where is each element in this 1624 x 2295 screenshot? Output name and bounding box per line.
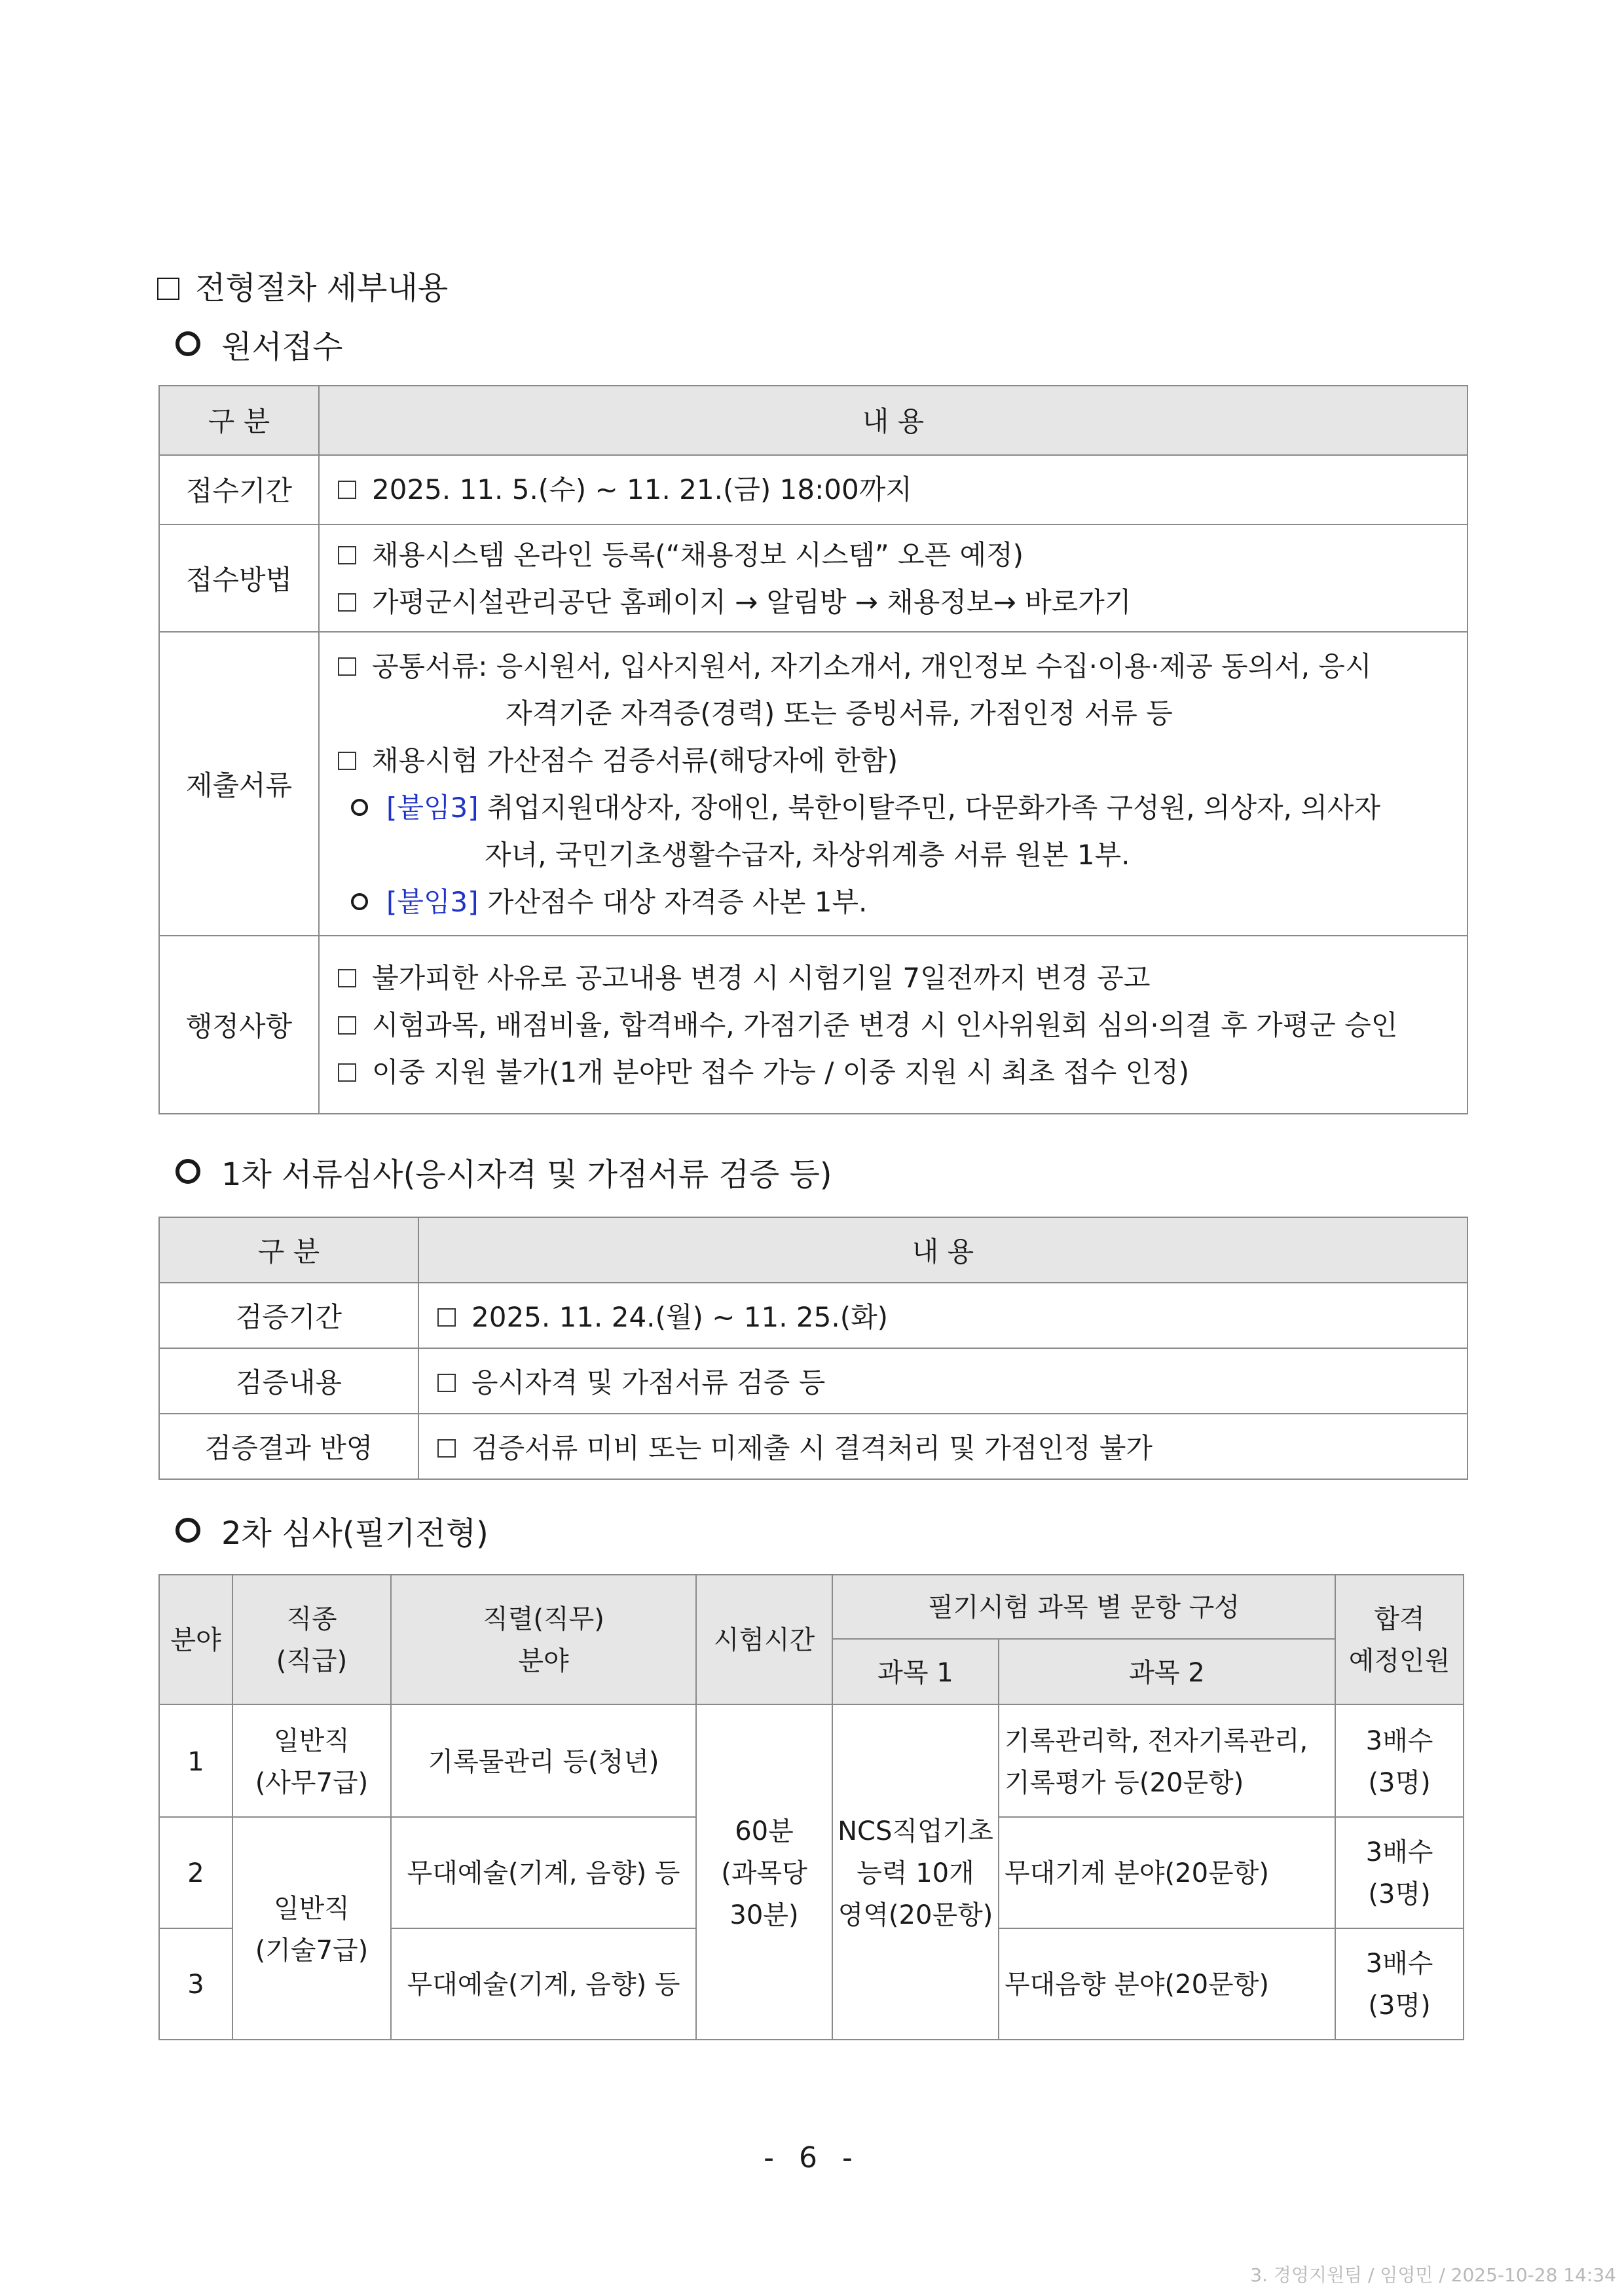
docs-line: 채용시험 가산점수 검증서류(해당자에 한함) — [372, 744, 898, 776]
job-line: (사무7급) — [255, 1766, 369, 1797]
screening-table — [158, 1217, 1468, 1480]
subject2-cell — [999, 1704, 1335, 1817]
pass-line: 3배수 — [1365, 1724, 1433, 1755]
table-header-row — [159, 1575, 1464, 1639]
header-time: 시험시간 — [696, 1575, 832, 1704]
row-content — [418, 1414, 1467, 1479]
header-subject2: 과목 2 — [999, 1639, 1335, 1704]
job-line: 일반직 — [274, 1724, 350, 1755]
series-cell: 무대예술(기계, 음향) 등 — [391, 1928, 696, 2040]
docs-line: 공통서류: 응시원서, 입사지원서, 자기소개서, 개인정보 수집·이용·제공 동의서, 응시 — [372, 650, 1372, 682]
table-header-row — [159, 1217, 1467, 1283]
table-row — [159, 1704, 1464, 1817]
row-content — [319, 524, 1467, 632]
pass-line: 3배수 — [1365, 1836, 1433, 1867]
field-number: 1 — [159, 1704, 232, 1817]
field-number: 3 — [159, 1928, 232, 2040]
subject1-cell — [832, 1704, 999, 2040]
checkbox-icon — [338, 968, 356, 987]
application-table — [158, 385, 1468, 1114]
row-label: 접수방법 — [159, 524, 319, 632]
attachment-ref: [붙임3] — [386, 792, 479, 823]
section-heading — [157, 268, 448, 308]
table-row — [159, 632, 1467, 936]
circle-bullet-icon — [175, 1159, 200, 1184]
section3-title-text: 2차 심사(필기전형) — [221, 1515, 489, 1552]
section3-title — [175, 1514, 489, 1553]
pass-cell — [1335, 1704, 1464, 1817]
footer-watermark: 3. 경영지원팀 / 임영민 / 2025-10-28 14:34 — [1250, 2266, 1616, 2286]
period-text: 2025. 11. 5.(수) ~ 11. 21.(금) 18:00까지 — [372, 474, 912, 505]
row-content — [319, 632, 1467, 936]
table-row — [159, 455, 1467, 524]
admin-line: 불가피한 사유로 공고내용 변경 시 시험기일 7일전까지 변경 공고 — [372, 962, 1151, 993]
docs-line: 자녀, 국민기초생활수급자, 차상위계층 서류 원본 1부. — [485, 839, 1130, 870]
row-text: 검증서류 미비 또는 미제출 시 결격처리 및 가점인정 불가 — [471, 1432, 1153, 1463]
job-cell — [232, 1817, 391, 2040]
header-pass — [1335, 1575, 1464, 1704]
job-line: 일반직 — [274, 1892, 350, 1923]
square-bullet-icon — [157, 278, 179, 300]
row-content — [418, 1283, 1467, 1348]
time-line: 60분 — [735, 1814, 794, 1846]
time-line: 30분) — [729, 1898, 799, 1930]
table-row — [159, 1283, 1467, 1348]
docs-line: 자격기준 자격증(경력) 또는 증빙서류, 가점인정 서류 등 — [506, 697, 1173, 729]
subject1-line: 영역(20문항) — [838, 1898, 993, 1930]
pass-line: (3명) — [1368, 1766, 1431, 1797]
pass-cell — [1335, 1928, 1464, 2040]
row-label: 행정사항 — [159, 936, 319, 1114]
row-text: 응시자격 및 가점서류 검증 등 — [471, 1367, 826, 1398]
series-cell: 무대예술(기계, 음향) 등 — [391, 1817, 696, 1928]
row-label: 검증내용 — [159, 1348, 418, 1414]
header-job — [232, 1575, 391, 1704]
admin-line: 이중 지원 불가(1개 분야만 접수 가능 / 이중 지원 시 최초 접수 인정) — [372, 1056, 1190, 1088]
subject1-line: 능력 10개 — [857, 1856, 974, 1888]
header-pass-line: 합격 — [1374, 1603, 1425, 1634]
table-row — [159, 1348, 1467, 1414]
checkbox-icon — [437, 1308, 456, 1326]
section2-title-text: 1차 서류심사(응시자격 및 가점서류 검증 등) — [221, 1156, 832, 1193]
page-number: - 6 - — [764, 2142, 860, 2175]
checkbox-icon — [338, 593, 356, 611]
checkbox-icon — [338, 1063, 356, 1081]
admin-line: 시험과목, 배점비율, 합격배수, 가점기준 변경 시 인사위원회 심의·의결 후 가평군 승인 — [372, 1009, 1398, 1040]
subject2-line: 기록관리학, 전자기록관리, — [1005, 1724, 1308, 1755]
method-line: 가평군시설관리공단 홈페이지 → 알림방 → 채용정보→ 바로가기 — [372, 586, 1132, 617]
series-cell: 기록물관리 등(청년) — [391, 1704, 696, 1817]
header-content: 내 용 — [319, 386, 1467, 455]
header-subjects: 필기시험 과목 별 문항 구성 — [832, 1575, 1335, 1639]
header-series-line: 분야 — [518, 1645, 569, 1676]
row-label: 접수기간 — [159, 455, 319, 524]
table-row — [159, 936, 1467, 1114]
field-number: 2 — [159, 1817, 232, 1928]
row-label: 검증결과 반영 — [159, 1414, 418, 1479]
header-series-line: 직렬(직무) — [483, 1603, 604, 1634]
checkbox-icon — [338, 1016, 356, 1034]
row-content — [418, 1348, 1467, 1414]
header-category: 구 분 — [159, 386, 319, 455]
row-text: 2025. 11. 24.(월) ~ 11. 25.(화) — [471, 1301, 889, 1332]
header-content: 내 용 — [418, 1217, 1467, 1283]
exam-time-cell — [696, 1704, 832, 2040]
job-line: (기술7급) — [255, 1934, 369, 1965]
attachment-ref: [붙임3] — [386, 886, 479, 917]
pass-line: (3명) — [1368, 1878, 1431, 1909]
checkbox-icon — [437, 1373, 456, 1391]
job-cell — [232, 1704, 391, 1817]
subject2-cell: 무대음향 분야(20문항) — [999, 1928, 1335, 2040]
header-series — [391, 1575, 696, 1704]
table-row — [159, 1414, 1467, 1479]
pass-line: 3배수 — [1365, 1947, 1433, 1979]
table-row — [159, 524, 1467, 632]
header-job-line: 직종 — [286, 1603, 337, 1634]
checkbox-icon — [338, 481, 356, 499]
checkbox-icon — [338, 657, 356, 675]
section2-title — [175, 1155, 832, 1194]
checkbox-icon — [338, 545, 356, 564]
circle-bullet-icon — [351, 798, 368, 815]
row-content — [319, 936, 1467, 1114]
written-exam-table — [158, 1574, 1464, 2040]
header-field: 분야 — [159, 1575, 232, 1704]
time-line: (과목당 — [721, 1856, 807, 1888]
row-label: 검증기간 — [159, 1283, 418, 1348]
docs-line: 취업지원대상자, 장애인, 북한이탈주민, 다문화가족 구성원, 의상자, 의사자 — [487, 792, 1381, 823]
pass-cell — [1335, 1817, 1464, 1928]
section1-title — [175, 327, 343, 367]
checkbox-icon — [338, 751, 356, 769]
circle-bullet-icon — [351, 892, 368, 909]
header-subject1: 과목 1 — [832, 1639, 999, 1704]
row-content — [319, 455, 1467, 524]
subject2-line: 기록평가 등(20문항) — [1005, 1766, 1244, 1797]
row-label: 제출서류 — [159, 632, 319, 936]
pass-line: (3명) — [1368, 1989, 1431, 2021]
header-job-line: (직급) — [276, 1645, 348, 1676]
subject1-line: NCS직업기초 — [838, 1814, 993, 1846]
method-line: 채용시스템 온라인 등록(“채용정보 시스템” 오픈 예정) — [372, 539, 1024, 570]
docs-line: 가산점수 대상 자격증 사본 1부. — [487, 886, 868, 917]
circle-bullet-icon — [175, 331, 200, 356]
table-header-row — [159, 386, 1467, 455]
circle-bullet-icon — [175, 1518, 200, 1543]
header-category: 구 분 — [159, 1217, 418, 1283]
checkbox-icon — [437, 1439, 456, 1457]
section1-title-text: 원서접수 — [221, 329, 343, 365]
subject2-cell: 무대기계 분야(20문항) — [999, 1817, 1335, 1928]
heading-text: 전형절차 세부내용 — [195, 270, 449, 306]
header-pass-line: 예정인원 — [1348, 1645, 1450, 1676]
